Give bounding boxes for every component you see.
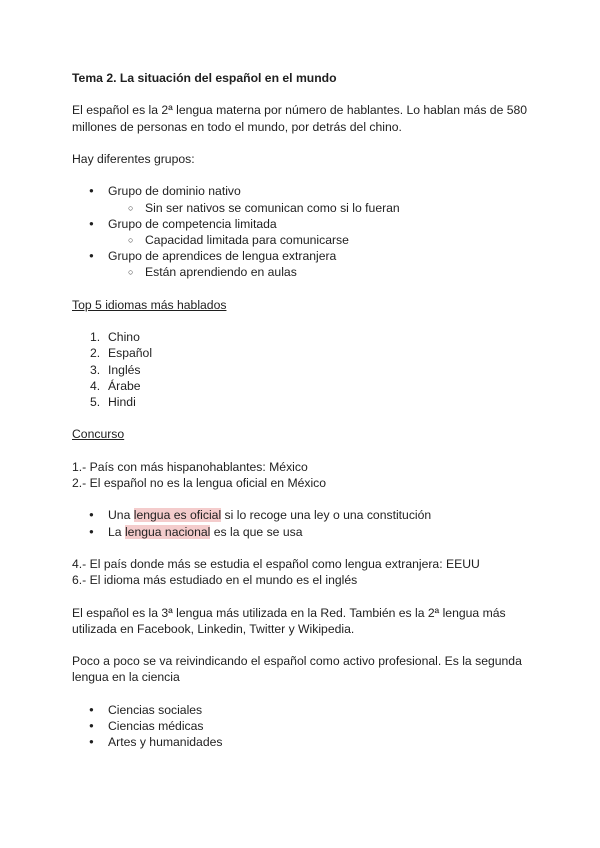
- sub-list-item: ○ Capacidad limitada para comunicarse: [72, 232, 542, 248]
- list-item: ● Ciencias sociales: [72, 702, 542, 718]
- list-item: ● Grupo de dominio nativo: [72, 183, 542, 199]
- contest-question: 1.- País con más hispanohablantes: México: [72, 459, 308, 474]
- top5-list: [72, 329, 542, 410]
- item-number: 3.: [90, 362, 101, 377]
- list-item: [72, 524, 542, 540]
- item-label: Árabe: [108, 378, 141, 393]
- sub-list-item: ○ Están aprendiendo en aulas: [72, 264, 542, 280]
- text-span: es la que se usa: [210, 524, 303, 539]
- list-item: [72, 362, 542, 378]
- contest-question: 4.- El país donde más se estudia el español como lengua extranjera: EEUU: [72, 556, 480, 571]
- document-title: Tema 2. La situación del español en el mundo: [72, 71, 337, 85]
- groups-list: [72, 183, 542, 280]
- list-item: ● Artes y humanidades: [72, 734, 542, 750]
- list-item: [72, 507, 542, 523]
- item-label: Hindi: [108, 394, 136, 409]
- highlighted-text: lengua nacional: [124, 524, 211, 539]
- list-item: ● Grupo de aprendices de lengua extranjera: [72, 248, 542, 264]
- document-body: [72, 70, 542, 750]
- science-paragraph: Poco a poco se va reivindicando el español como activo profesional. Es la segunda lengua en la ciencia: [72, 654, 522, 685]
- item-number: 4.: [90, 378, 101, 393]
- contest-notes: [72, 507, 542, 539]
- item-label: Español: [108, 346, 153, 361]
- item-number: 1.: [90, 330, 101, 345]
- item-label: Inglés: [108, 362, 141, 377]
- contest-question: 6.- El idioma más estudiado en el mundo es el inglés: [72, 573, 358, 588]
- text-span: La: [108, 524, 125, 539]
- intro-paragraph: El español es la 2ª lengua materna por número de hablantes. Lo hablan más de 580 millones de personas en todo el mundo, por detrás del chino.: [72, 103, 528, 134]
- list-item: [72, 329, 542, 345]
- list-item: ● Grupo de competencia limitada: [72, 216, 542, 232]
- item-number: 5.: [90, 394, 101, 409]
- top5-heading: Top 5 idiomas más hablados: [72, 297, 227, 312]
- text-span: Una: [108, 508, 134, 523]
- text-span: si lo recoge una ley o una constitución: [221, 508, 432, 523]
- sub-list-item: ○ Sin ser nativos se comunican como si lo fueran: [72, 200, 542, 216]
- item-label: Chino: [108, 330, 140, 345]
- groups-lead: Hay diferentes grupos:: [72, 151, 195, 166]
- list-item: [72, 345, 542, 361]
- contest-heading: Concurso: [72, 427, 125, 442]
- network-paragraph: El español es la 3ª lengua más utilizada en la Red. También es la 2ª lengua más utilizada en Facebook, Linkedin, Twitter y Wikipedia.: [72, 605, 506, 636]
- list-item: [72, 394, 542, 410]
- contest-question: 2.- El español no es la lengua oficial en México: [72, 475, 327, 490]
- science-list: [72, 702, 542, 751]
- list-item: [72, 378, 542, 394]
- item-number: 2.: [90, 346, 101, 361]
- highlighted-text: lengua es oficial: [133, 508, 222, 523]
- list-item: ● Ciencias médicas: [72, 718, 542, 734]
